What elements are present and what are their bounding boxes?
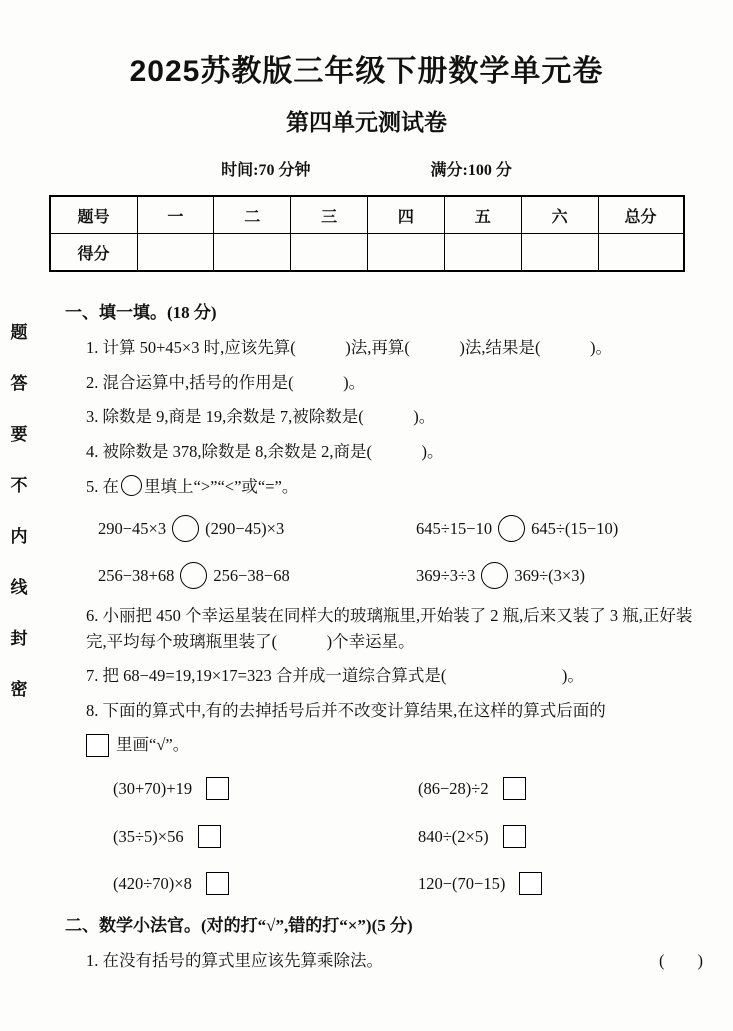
checkbox-item: [418, 776, 703, 802]
expression-left: 369÷3÷3: [416, 565, 476, 585]
score-table-header-row: [50, 196, 684, 234]
comparison-pair: [416, 562, 703, 589]
answer-box: [503, 777, 526, 800]
paper-body: [65, 300, 703, 974]
score-input-cell: [137, 234, 214, 272]
expression-right: 645÷(15−10): [531, 518, 619, 538]
compare-circle-blank: [172, 515, 199, 542]
score-input-cell: [367, 234, 444, 272]
expression-right: 256−38−68: [213, 565, 290, 585]
comparison-pair: [416, 515, 703, 542]
checkbox-item: [418, 871, 703, 897]
score-table-header-cell: 五: [444, 196, 521, 234]
score-table-header-cell: 一: [137, 196, 214, 234]
expression: (35÷5)×56: [113, 826, 184, 846]
section-two-heading: 二、数学小法官。(对的打“√”,错的打“×”)(5 分): [65, 915, 413, 935]
section-one-heading: 一、填一填。(18 分): [65, 303, 217, 322]
judge-question-text: 1. 在没有括号的算式里应该先算乘除法。: [86, 951, 383, 970]
score-table-header-cell: 二: [214, 196, 291, 234]
score-table-header-cell: 总分: [598, 196, 684, 234]
seal-char: 线: [10, 578, 28, 597]
score-input-cell: [214, 234, 291, 272]
score-table-score-row: [50, 234, 684, 272]
seal-char: 答: [10, 374, 28, 393]
compare-circle-blank: [481, 562, 508, 589]
expression-right: 369÷(3×3): [514, 565, 585, 585]
seal-char: 不: [10, 476, 28, 495]
time-label: 时间:70 分钟: [221, 162, 311, 179]
question-8-continued: [65, 732, 703, 758]
question-5-prefix: 5. 在: [86, 476, 119, 496]
expression-left: 256−38+68: [98, 565, 175, 585]
answer-box: [503, 825, 526, 848]
seal-char: 封: [10, 629, 28, 648]
seal-char: 密: [10, 680, 28, 699]
expression: 120−(70−15): [418, 874, 506, 894]
question-7: 7. 把 68−49=19,19×17=323 合并成一道综合算式是( )。: [86, 666, 584, 686]
page-subtitle: 第四单元测试卷: [286, 109, 447, 135]
answer-box: [86, 734, 109, 757]
judge-answer-bracket: ( ): [659, 951, 703, 970]
checkbox-item: [113, 871, 418, 897]
expression: 840÷(2×5): [418, 826, 489, 846]
score-table-header-cell: 四: [367, 196, 444, 234]
seal-line-text: [6, 318, 32, 700]
score-input-cell: [291, 234, 368, 272]
comparison-pair: [98, 515, 416, 542]
answer-box: [206, 872, 229, 895]
seal-char: 要: [10, 425, 28, 444]
question-1: 1. 计算 50+45×3 时,应该先算( )法,再算( )法,结果是( )。: [86, 338, 612, 358]
checkbox-item: [113, 824, 418, 850]
expression: (86−28)÷2: [418, 778, 489, 798]
score-table-header-cell: 三: [291, 196, 368, 234]
question-3: 3. 除数是 9,商是 19,余数是 7,被除数是( )。: [86, 407, 436, 427]
score-row-label: 得分: [50, 234, 138, 272]
question-5: [65, 474, 703, 500]
question-8: 8. 下面的算式中,有的去掉括号后并不改变计算结果,在这样的算式后面的: [86, 700, 606, 720]
expression-left: 290−45×3: [98, 518, 167, 538]
answer-box: [519, 872, 542, 895]
paper-meta: [0, 157, 733, 180]
checkbox-item: [113, 776, 418, 802]
expression-right: (290−45)×3: [205, 518, 285, 538]
expression: (30+70)+19: [113, 778, 193, 798]
full-score-label: 满分:100 分: [430, 162, 512, 179]
question-8-suffix: 里画“√”。: [116, 735, 190, 755]
question-5-suffix: 里填上“>”“<”或“=”。: [144, 476, 299, 496]
compare-circle-icon: [121, 475, 142, 496]
checkbox-item: [418, 824, 703, 850]
expression-left: 645÷15−10: [416, 518, 493, 538]
score-table-header-cell: 题号: [50, 196, 138, 234]
seal-char: 题: [10, 323, 28, 342]
score-input-cell: [444, 234, 521, 272]
score-input-cell: [521, 234, 598, 272]
question-2: 2. 混合运算中,括号的作用是( )。: [86, 372, 366, 392]
expression: (420÷70)×8: [113, 874, 192, 894]
score-table: [49, 195, 685, 272]
checkbox-grid: [113, 776, 703, 897]
comparison-grid: [98, 515, 703, 589]
question-6: 6. 小丽把 450 个幸运星装在同样大的玻璃瓶里,开始装了 2 瓶,后来又装了 3 瓶,正好装完,平均每个玻璃瓶里装了( )个幸运星。: [86, 606, 693, 651]
judge-question-1: [65, 948, 703, 974]
answer-box: [206, 777, 229, 800]
compare-circle-blank: [498, 515, 525, 542]
score-input-cell: [598, 234, 684, 272]
comparison-pair: [98, 562, 416, 589]
page-title: 2025苏教版三年级下册数学单元卷: [129, 55, 604, 88]
answer-box: [198, 825, 221, 848]
seal-char: 内: [10, 527, 28, 546]
compare-circle-blank: [180, 562, 207, 589]
score-table-header-cell: 六: [521, 196, 598, 234]
question-4: 4. 被除数是 378,除数是 8,余数是 2,商是( )。: [86, 442, 444, 462]
